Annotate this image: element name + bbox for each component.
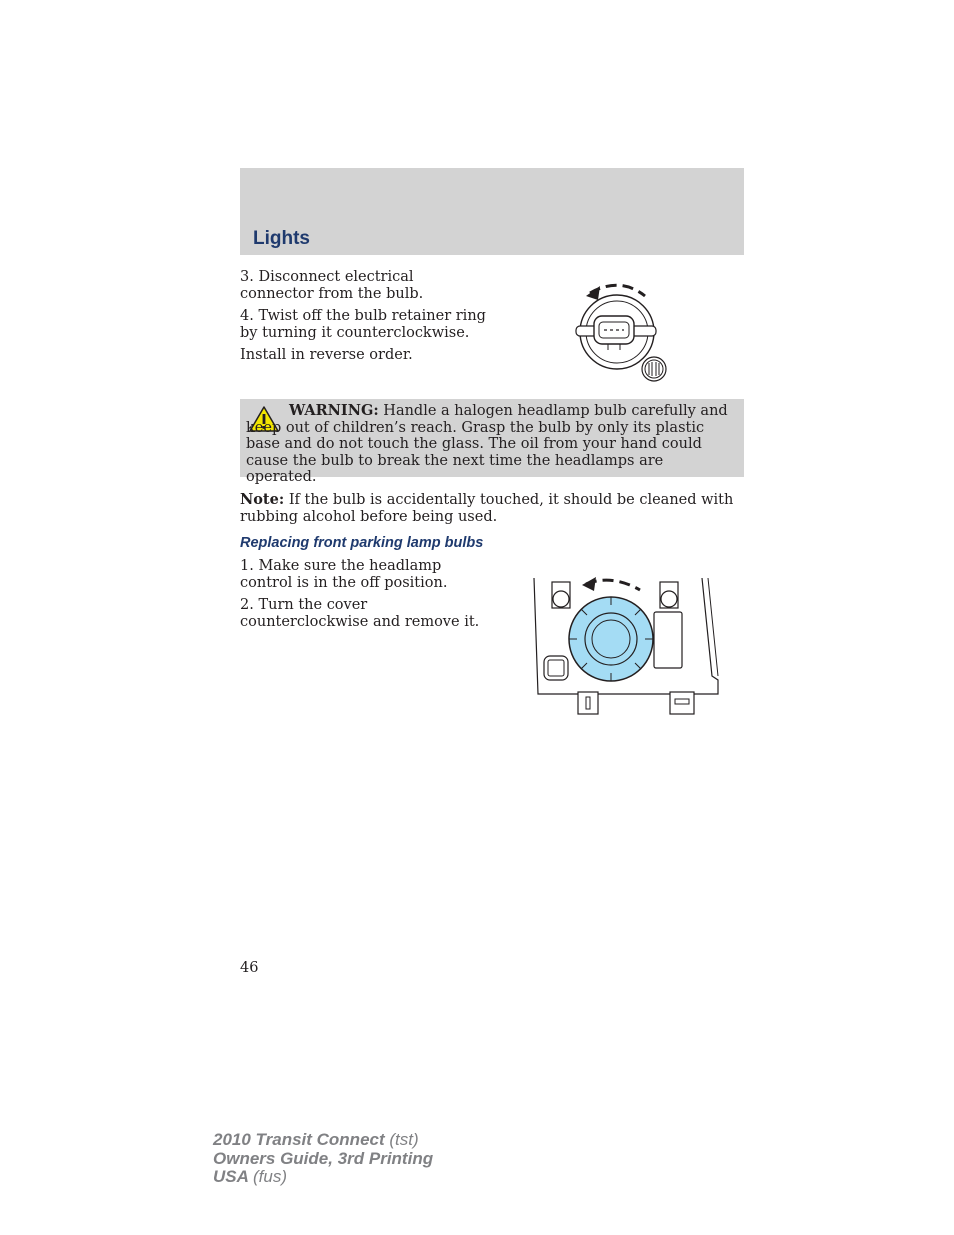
footer-region: USA	[213, 1167, 249, 1186]
footer-region-code: (fus)	[253, 1167, 287, 1186]
parking-step-2-text: 2. Turn the cover counterclockwise and remove it.	[240, 597, 480, 630]
note-body: If the bulb is accidentally touched, it should be cleaned with rubbing alcohol before being used.	[240, 492, 734, 525]
step-4-text: 4. Twist off the bulb retainer ring by turning it counterclockwise.	[240, 308, 486, 341]
install-text: Install in reverse order.	[240, 347, 413, 363]
footer-line-3	[213, 1168, 433, 1187]
footer	[213, 1131, 433, 1187]
parking-lamp-illustration	[520, 572, 725, 718]
section-title: Lights	[253, 228, 310, 249]
note-label: Note:	[240, 491, 285, 508]
warning-box	[240, 399, 744, 485]
step-3-text: 3. Disconnect electrical connector from the bulb.	[240, 269, 424, 302]
page-number: 46	[240, 960, 259, 976]
parking-step-1-text: 1. Make sure the headlamp control is in the off position.	[240, 558, 448, 591]
warning-label: WARNING:	[289, 402, 379, 419]
header-band	[240, 168, 744, 255]
footer-line-2: Owners Guide, 3rd Printing	[213, 1148, 434, 1168]
parking-lamp-heading: Replacing front parking lamp bulbs	[240, 535, 484, 551]
bulb-retainer-illustration	[570, 276, 676, 386]
warning-paragraph	[246, 403, 736, 486]
warning-body: Handle a halogen headlamp bulb carefully and keep out of children’s reach. Grasp the bulb by only its plastic base and do not touch the glass. The oil from your hand could cause the bulb to break the next time the headlamps are operated.	[246, 403, 728, 485]
footer-model: 2010 Transit Connect	[213, 1130, 385, 1149]
footer-line-1	[213, 1131, 433, 1150]
note-paragraph	[240, 491, 744, 526]
footer-model-code: (tst)	[389, 1130, 419, 1149]
